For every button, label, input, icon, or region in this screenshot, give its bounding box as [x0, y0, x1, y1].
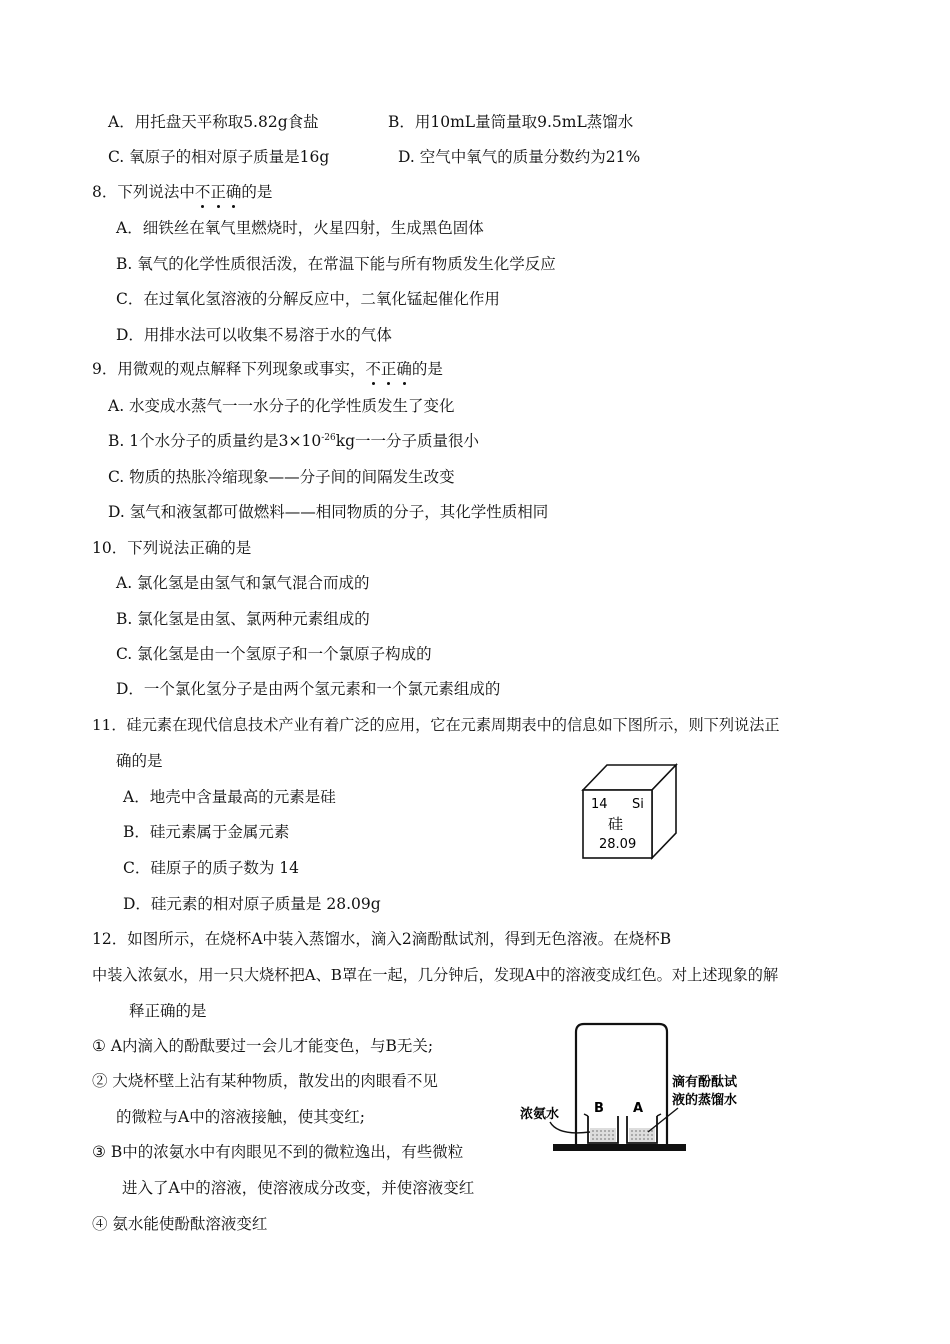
emphasis-char: 确	[225, 183, 242, 201]
q12-item-4: ④ 氨水能使酚酞溶液变红	[92, 1215, 268, 1233]
q8-option-c: C．在过氧化氢溶液的分解反应中，二氧化锰起催化作用	[116, 290, 500, 308]
q10-stem: 10．下列说法正确的是	[92, 539, 252, 557]
q11-option-b: B．硅元素属于金属元素	[123, 823, 290, 841]
q12-stem-line3: 释正确的是	[129, 1002, 207, 1020]
q9-option-d: D. 氢气和液氢都可做燃料——相同物质的分子，其化学性质相同	[108, 503, 549, 521]
q12-item-1: ① A内滴入的酚酞要过一会儿才能变色，与B无关;	[92, 1037, 434, 1055]
q8-option-b: B. 氧气的化学性质很活泼，在常温下能与所有物质发生化学反应	[116, 255, 556, 273]
q7-option-d: D. 空气中氧气的质量分数约为21%	[398, 148, 641, 166]
q11-option-d: D．硅元素的相对原子质量是 28.09g	[123, 895, 381, 913]
label-phenolphthalein-1: 滴有酚酞试	[672, 1075, 738, 1090]
silicon-element-card	[580, 762, 680, 862]
label-ammonia: 浓氨水	[520, 1107, 560, 1122]
q8-option-d: D．用排水法可以收集不易溶于水的气体	[116, 326, 392, 344]
element-name: 硅	[608, 815, 624, 833]
q10-option-a: A. 氯化氢是由氢气和氯气混合而成的	[116, 574, 370, 592]
q7-option-b: B．用10mL量筒量取9.5mL蒸馏水	[388, 113, 634, 131]
q8-option-a: A．细铁丝在氧气里燃烧时，火星四射，生成黑色固体	[116, 219, 484, 237]
element-symbol: Si	[632, 797, 644, 812]
q12-item-2-cont: 的微粒与A中的溶液接触，使其变红;	[116, 1108, 365, 1126]
label-b: B	[594, 1101, 604, 1116]
label-phenolphthalein-2: 液的蒸馏水	[672, 1093, 738, 1108]
beaker-experiment-figure	[520, 1020, 760, 1160]
q11-stem-line1: 11．硅元素在现代信息技术产业有着广泛的应用，它在元素周期表中的信息如下图所示，则下列说法正	[92, 716, 780, 734]
q11-option-c: C．硅原子的质子数为 14	[123, 859, 300, 877]
q12-item-3-cont: 进入了A中的溶液，使溶液成分改变，并使溶液变红	[122, 1179, 475, 1197]
exponent: -26	[321, 432, 336, 443]
q10-option-b: B. 氯化氢是由氢、氯两种元素组成的	[116, 610, 370, 628]
q7-option-c: C. 氧原子的相对原子质量是16g	[108, 148, 330, 166]
q9-option-c: C. 物质的热胀冷缩现象——分子间的间隔发生改变	[108, 468, 455, 486]
q9-option-a: A. 水变成水蒸气一一水分子的化学性质发生了变化	[108, 397, 455, 415]
q10-option-d: D．一个氯化氢分子是由两个氢元素和一个氯元素组成的	[116, 680, 501, 698]
pointer-ammonia	[550, 1122, 590, 1133]
atomic-mass: 28.09	[599, 837, 637, 852]
q8-stem: 8．下列说法中不正确的是	[92, 183, 273, 201]
q7-option-a: A．用托盘天平称取5.82g食盐	[108, 113, 319, 131]
q11-stem-line2: 确的是	[116, 752, 163, 770]
q9-stem: 9．用微观的观点解释下列现象或事实，不正确的是	[92, 360, 443, 378]
atomic-number: 14	[591, 797, 608, 812]
emphasis-char: 不	[194, 183, 211, 201]
emphasis-char: 确	[396, 360, 412, 378]
q11-option-a: A．地壳中含量最高的元素是硅	[123, 788, 336, 806]
large-beaker	[576, 1024, 667, 1144]
q12-item-3: ③ B中的浓氨水中有肉眼见不到的微粒逸出，有些微粒	[92, 1143, 464, 1161]
emphasis-char: 正	[210, 183, 226, 201]
q9-option-b: B. 1个水分子的质量约是$3\times 10^{-26}kg$一一分子质量很小	[108, 432, 480, 450]
table-base	[553, 1144, 686, 1151]
label-a: A	[633, 1101, 644, 1116]
pointer-phenolphthalein	[648, 1108, 678, 1132]
q12-stem-line1: 12．如图所示，在烧杯A中装入蒸馏水，滴入2滴酚酞试剂，得到无色溶液。在烧杯B	[92, 930, 672, 948]
emphasis-char: 正	[380, 360, 397, 378]
emphasis-char: 不	[365, 360, 381, 378]
q10-option-c: C. 氯化氢是由一个氢原子和一个氯原子构成的	[116, 645, 432, 663]
q12-stem-line2: 中装入浓氨水，用一只大烧杯把A、B罩在一起，几分钟后，发现A中的溶液变成红色。对上述现象的解	[92, 966, 779, 984]
q12-item-2: ② 大烧杯壁上沾有某种物质，散发出的肉眼看不见	[92, 1072, 438, 1090]
